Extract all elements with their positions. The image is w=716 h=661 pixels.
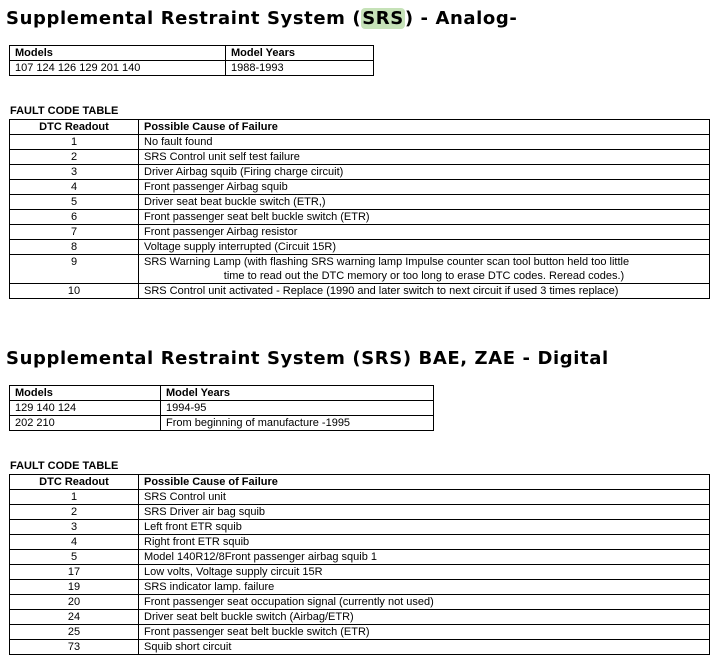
cause-line-2: time to read out the DTC memory or too long to erase DTC codes. Reread codes.) — [223, 270, 625, 282]
cause-cell: SRS Driver air bag squib — [139, 505, 710, 520]
cause-cell: Front passenger seat occupation signal (currently not used) — [139, 595, 710, 610]
dtc-cell: 5 — [10, 550, 139, 565]
dtc-header: DTC Readout — [10, 120, 139, 135]
cause-cell: Squib short circuit — [139, 640, 710, 655]
table-row — [10, 240, 710, 255]
cause-cell: No fault found — [139, 135, 710, 150]
table-row — [10, 550, 710, 565]
cause-cell: Low volts, Voltage supply circuit 15R — [139, 565, 710, 580]
dtc-cell: 7 — [10, 225, 139, 240]
dtc-cell: 73 — [10, 640, 139, 655]
dtc-cell: 5 — [10, 195, 139, 210]
table-row — [10, 640, 710, 655]
section2-fault-table-title: FAULT CODE TABLE — [10, 460, 119, 472]
table-row — [10, 165, 710, 180]
table-row — [10, 225, 710, 240]
dtc-cell: 4 — [10, 535, 139, 550]
cause-header: Possible Cause of Failure — [139, 120, 710, 135]
dtc-cell: 1 — [10, 135, 139, 150]
table-row — [10, 180, 710, 195]
dtc-cell: 25 — [10, 625, 139, 640]
section2-models-table — [9, 385, 434, 431]
cause-cell: Model 140R12/8Front passenger airbag squib 1 — [139, 550, 710, 565]
cause-cell: Driver seat belt buckle switch (Airbag/ETR) — [139, 610, 710, 625]
table-row — [10, 490, 710, 505]
table-row — [10, 580, 710, 595]
dtc-cell: 9 — [10, 255, 139, 284]
table-row — [10, 150, 710, 165]
cause-cell: SRS indicator lamp. failure — [139, 580, 710, 595]
cause-cell — [139, 255, 710, 284]
cause-cell: Front passenger seat belt buckle switch (ETR) — [139, 625, 710, 640]
cause-cell: Left front ETR squib — [139, 520, 710, 535]
dtc-cell: 20 — [10, 595, 139, 610]
dtc-cell: 24 — [10, 610, 139, 625]
table-row — [10, 595, 710, 610]
cause-header: Possible Cause of Failure — [139, 475, 710, 490]
model-years-value: 1988-1993 — [226, 61, 374, 76]
section1-models-table — [9, 45, 374, 76]
cause-cell: Driver seat beat buckle switch (ETR,) — [139, 195, 710, 210]
table-row — [10, 520, 710, 535]
section1-title-prefix: Supplemental Restraint System ( — [6, 8, 362, 29]
cause-cell: SRS Control unit — [139, 490, 710, 505]
cause-cell: Front passenger Airbag resistor — [139, 225, 710, 240]
table-row — [10, 416, 434, 431]
model-years-header: Model Years — [161, 386, 434, 401]
section1-fault-code-table — [9, 119, 710, 299]
table-row — [10, 505, 710, 520]
dtc-cell: 8 — [10, 240, 139, 255]
table-row — [10, 195, 710, 210]
models-header: Models — [10, 386, 161, 401]
cause-cell: Driver Airbag squib (Firing charge circuit) — [139, 165, 710, 180]
dtc-cell: 6 — [10, 210, 139, 225]
table-row — [10, 401, 434, 416]
model-years-value: From beginning of manufacture -1995 — [161, 416, 434, 431]
cause-line-1: SRS Warning Lamp (with flashing SRS warning lamp Impulse counter scan tool button held too little — [144, 256, 630, 268]
dtc-cell: 19 — [10, 580, 139, 595]
cause-cell: SRS Control unit self test failure — [139, 150, 710, 165]
section1-title-suffix: ) - Analog- — [404, 8, 518, 29]
models-value: 202 210 — [10, 416, 161, 431]
section2-fault-code-table — [9, 474, 710, 655]
srs-highlight: SRS — [362, 8, 404, 29]
table-row — [10, 210, 710, 225]
dtc-cell: 3 — [10, 165, 139, 180]
dtc-cell: 3 — [10, 520, 139, 535]
table-row — [10, 610, 710, 625]
table-row — [10, 284, 710, 299]
section1-fault-table-title: FAULT CODE TABLE — [10, 105, 119, 117]
model-years-value: 1994-95 — [161, 401, 434, 416]
table-row — [10, 135, 710, 150]
cause-cell: SRS Control unit activated - Replace (1990 and later switch to next circuit if used 3 times replace) — [139, 284, 710, 299]
cause-cell: Voltage supply interrupted (Circuit 15R) — [139, 240, 710, 255]
dtc-cell: 2 — [10, 150, 139, 165]
dtc-cell: 1 — [10, 490, 139, 505]
dtc-cell: 10 — [10, 284, 139, 299]
table-row — [10, 535, 710, 550]
models-value: 129 140 124 — [10, 401, 161, 416]
cause-cell: Right front ETR squib — [139, 535, 710, 550]
dtc-cell: 4 — [10, 180, 139, 195]
section2-title: Supplemental Restraint System (SRS) BAE, ZAE - Digital — [6, 348, 609, 369]
models-value: 107 124 126 129 201 140 — [10, 61, 226, 76]
dtc-cell: 17 — [10, 565, 139, 580]
model-years-header: Model Years — [226, 46, 374, 61]
dtc-cell: 2 — [10, 505, 139, 520]
section1-title — [6, 8, 517, 29]
table-row — [10, 565, 710, 580]
cause-cell: Front passenger Airbag squib — [139, 180, 710, 195]
dtc-header: DTC Readout — [10, 475, 139, 490]
models-header: Models — [10, 46, 226, 61]
table-row — [10, 625, 710, 640]
table-row — [10, 255, 710, 284]
cause-cell: Front passenger seat belt buckle switch (ETR) — [139, 210, 710, 225]
